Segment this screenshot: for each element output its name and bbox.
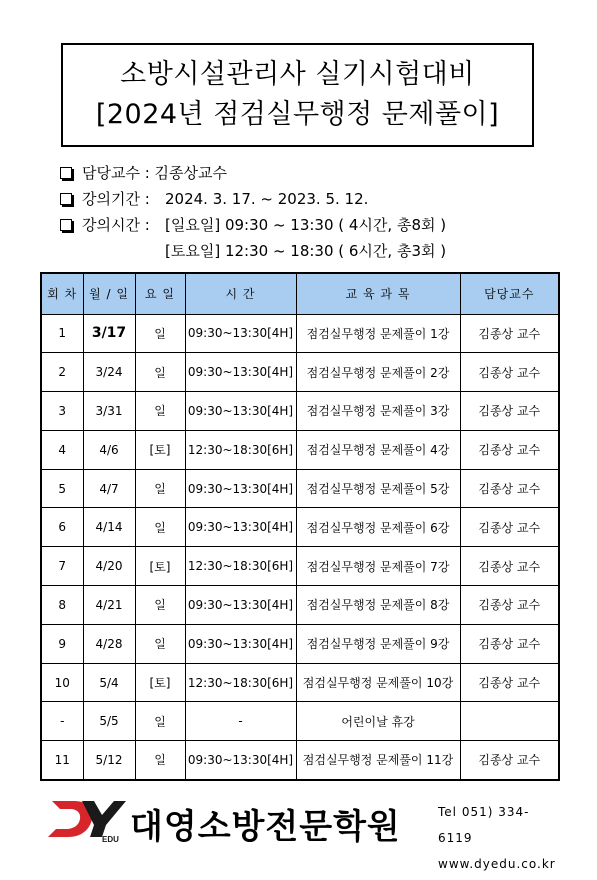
cell-session: 11 — [41, 741, 83, 780]
cell-session: 1 — [41, 314, 83, 353]
cell-day: 일 — [135, 314, 185, 353]
table-row — [41, 353, 559, 392]
cell-subject: 점검실무행정 문제풀이 10강 — [296, 663, 460, 702]
cell-day: 일 — [135, 586, 185, 625]
tel-text: Tel 051) 334-6119 — [438, 805, 530, 845]
contact-info — [438, 799, 558, 877]
table-row — [41, 702, 559, 741]
dy-logo-icon — [48, 795, 126, 843]
table-row — [41, 392, 559, 431]
table-row — [41, 430, 559, 469]
cell-subject: 어린이날 휴강 — [296, 702, 460, 741]
cell-date: 3/31 — [83, 392, 135, 431]
cell-subject: 점검실무행정 문제풀이 4강 — [296, 430, 460, 469]
cell-time: 12:30~18:30[6H] — [185, 547, 296, 586]
cell-session: 4 — [41, 430, 83, 469]
cell-professor: 김종상 교수 — [460, 314, 559, 353]
cell-subject: 점검실무행정 문제풀이 9강 — [296, 624, 460, 663]
cell-time: 09:30~13:30[4H] — [185, 353, 296, 392]
cell-subject: 점검실무행정 문제풀이 5강 — [296, 469, 460, 508]
cell-date: 4/21 — [83, 586, 135, 625]
cell-day: 일 — [135, 741, 185, 780]
table-header-row — [41, 273, 559, 314]
cell-day: 일 — [135, 508, 185, 547]
cell-professor: 김종상 교수 — [460, 392, 559, 431]
cell-date: 4/6 — [83, 430, 135, 469]
period-value: 2024. 3. 17. ~ 2023. 5. 12. — [165, 190, 369, 208]
cell-professor: 김종상 교수 — [460, 741, 559, 780]
title-box — [61, 43, 534, 147]
website-link[interactable]: www.dyedu.co.kr — [438, 857, 556, 871]
cell-time: 09:30~13:30[4H] — [185, 314, 296, 353]
header-day: 요 일 — [135, 273, 185, 314]
footer — [48, 795, 558, 871]
cell-session: 3 — [41, 392, 83, 431]
cell-day: 일 — [135, 702, 185, 741]
title-line-1: 소방시설관리사 실기시험대비 — [120, 59, 475, 90]
academy-name: 대영소방전문학원 — [130, 807, 401, 847]
professor-text: 담당교수 : 김종상교수 — [82, 164, 228, 182]
cell-subject: 점검실무행정 문제풀이 8강 — [296, 586, 460, 625]
cell-session: 6 — [41, 508, 83, 547]
table-row — [41, 314, 559, 353]
cell-date: 5/12 — [83, 741, 135, 780]
cell-professor: 김종상 교수 — [460, 430, 559, 469]
info-time — [60, 212, 560, 238]
header-session: 회 차 — [41, 273, 83, 314]
period-label: 강의기간 : — [82, 190, 150, 208]
cell-subject: 점검실무행정 문제풀이 2강 — [296, 353, 460, 392]
cell-subject: 점검실무행정 문제풀이 7강 — [296, 547, 460, 586]
cell-subject: 점검실무행정 문제풀이 11강 — [296, 741, 460, 780]
title-line-2: [2024년 점검실무행정 문제풀이] — [95, 99, 500, 130]
cell-session: 8 — [41, 586, 83, 625]
cell-time: - — [185, 702, 296, 741]
cell-professor: 김종상 교수 — [460, 353, 559, 392]
cell-subject: 점검실무행정 문제풀이 3강 — [296, 392, 460, 431]
cell-date: 4/28 — [83, 624, 135, 663]
cell-subject: 점검실무행정 문제풀이 1강 — [296, 314, 460, 353]
cell-session: 10 — [41, 663, 83, 702]
cell-time: 09:30~13:30[4H] — [185, 741, 296, 780]
cell-professor: 김종상 교수 — [460, 547, 559, 586]
header-subject: 교 육 과 목 — [296, 273, 460, 314]
table-row — [41, 586, 559, 625]
cell-time: 12:30~18:30[6H] — [185, 430, 296, 469]
header-time: 시 간 — [185, 273, 296, 314]
cell-date: 4/14 — [83, 508, 135, 547]
info-period — [60, 186, 560, 212]
cell-time: 09:30~13:30[4H] — [185, 586, 296, 625]
cell-professor — [460, 702, 559, 741]
cell-day: 일 — [135, 353, 185, 392]
header-professor: 담당교수 — [460, 273, 559, 314]
cell-subject: 점검실무행정 문제풀이 6강 — [296, 508, 460, 547]
time-label: 강의시간 : — [82, 216, 150, 234]
cell-session: 5 — [41, 469, 83, 508]
cell-time: 12:30~18:30[6H] — [185, 663, 296, 702]
cell-date: 5/5 — [83, 702, 135, 741]
cell-date: 4/7 — [83, 469, 135, 508]
logo-sub-text: EDU — [102, 835, 119, 843]
cell-professor: 김종상 교수 — [460, 624, 559, 663]
cell-session: 9 — [41, 624, 83, 663]
cell-time: 09:30~13:30[4H] — [185, 508, 296, 547]
cell-time: 09:30~13:30[4H] — [185, 624, 296, 663]
cell-professor: 김종상 교수 — [460, 469, 559, 508]
cell-professor: 김종상 교수 — [460, 586, 559, 625]
table-row — [41, 469, 559, 508]
time-value-saturday: [토요일] 12:30 ~ 18:30 ( 6시간, 총3회 ) — [165, 242, 447, 260]
cell-day: [토] — [135, 663, 185, 702]
header-date: 월 / 일 — [83, 273, 135, 314]
cell-day: [토] — [135, 547, 185, 586]
cell-session: 7 — [41, 547, 83, 586]
cell-date: 5/4 — [83, 663, 135, 702]
cell-time: 09:30~13:30[4H] — [185, 392, 296, 431]
cell-professor: 김종상 교수 — [460, 663, 559, 702]
cell-date: 3/24 — [83, 353, 135, 392]
cell-session: - — [41, 702, 83, 741]
info-professor — [60, 160, 560, 186]
table-row — [41, 624, 559, 663]
cell-day: 일 — [135, 469, 185, 508]
schedule-table — [40, 272, 560, 781]
cell-date: 3/17 — [83, 314, 135, 353]
cell-day: 일 — [135, 624, 185, 663]
cell-time: 09:30~13:30[4H] — [185, 469, 296, 508]
cell-day: [토] — [135, 430, 185, 469]
checkbox-bullet-icon — [60, 219, 72, 231]
cell-professor: 김종상 교수 — [460, 508, 559, 547]
course-info — [60, 160, 560, 264]
cell-day: 일 — [135, 392, 185, 431]
cell-date: 4/20 — [83, 547, 135, 586]
cell-session: 2 — [41, 353, 83, 392]
info-time-2 — [60, 238, 560, 264]
table-row — [41, 741, 559, 780]
table-row — [41, 508, 559, 547]
time-value-sunday: [일요일] 09:30 ~ 13:30 ( 4시간, 총8회 ) — [165, 216, 447, 234]
checkbox-bullet-icon — [60, 193, 72, 205]
table-row — [41, 663, 559, 702]
checkbox-bullet-icon — [60, 167, 72, 179]
table-row — [41, 547, 559, 586]
